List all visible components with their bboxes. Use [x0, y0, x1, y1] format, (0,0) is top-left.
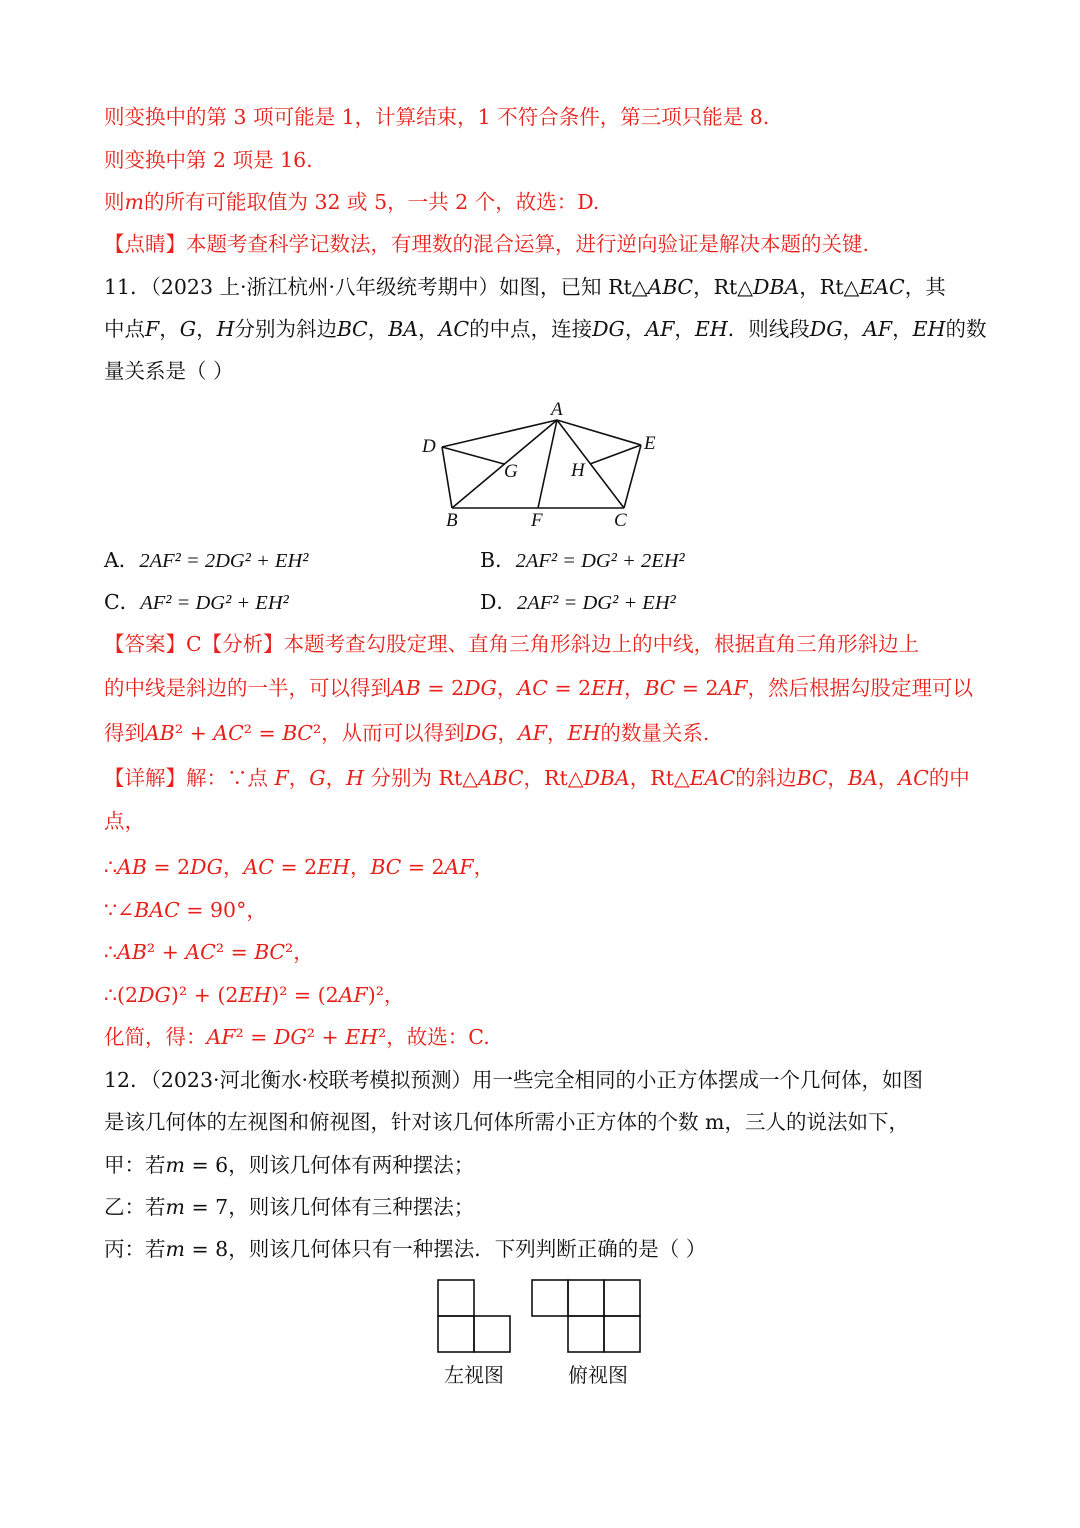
views-figure-12 [430, 1272, 655, 1392]
detail-line-3: ∴𝐴𝐵 = 2𝐷𝐺，𝐴𝐶 = 2𝐸𝐻，𝐵𝐶 = 2𝐴𝐹， [104, 855, 495, 879]
option-d-expr: 2AF² = DG² + EH² [516, 592, 676, 614]
option-d [480, 587, 676, 618]
option-b-expr: 2AF² = DG² + 2EH² [515, 550, 685, 572]
option-a-label: A． [104, 548, 140, 572]
detail-line-1: 【详解】解：∵点 𝐹，𝐺，𝐻 分别为 Rt△𝐴𝐵𝐶，Rt△𝐷𝐵𝐴，Rt△𝐸𝐴𝐶的斜边𝐵𝐶，𝐵𝐴，𝐴𝐶的中 [104, 766, 970, 790]
geometry-figure-11 [400, 395, 690, 535]
label-H: H [571, 460, 585, 481]
segment-AE [557, 420, 641, 445]
segment-EC [624, 445, 641, 508]
option-d-label: D． [480, 590, 517, 614]
left-view-caption: 左视图 [444, 1365, 504, 1387]
question-11-line-3: 量关系是（ ） [104, 359, 234, 383]
top-view-cell-4 [568, 1316, 604, 1352]
question-12-line-5: 丙：若𝑚 = 8，则该几何体只有一种摆法．下列判断正确的是（ ） [104, 1237, 707, 1261]
question-12-line-4: 乙：若𝑚 = 7，则该几何体有三种摆法； [104, 1195, 475, 1219]
label-E: E [644, 433, 656, 454]
label-B: B [446, 510, 458, 531]
left-view-cell-bottom-left [438, 1316, 474, 1352]
top-view-cell-1 [532, 1280, 568, 1316]
label-A: A [551, 399, 563, 420]
label-F: F [531, 510, 543, 531]
top-view-cell-5 [604, 1316, 640, 1352]
top-view-cell-2 [568, 1280, 604, 1316]
segment-EH [590, 445, 641, 464]
solution-line-2: 则变换中第 2 项是 16. [104, 148, 313, 172]
answer-line-2: 的中线是斜边的一半，可以得到𝐴𝐵 = 2𝐷𝐺，𝐴𝐶 = 2𝐸𝐻，𝐵𝐶 = 2𝐴𝐹，然后根据勾股定理可以 [104, 676, 974, 700]
question-12-line-2: 是该几何体的左视图和俯视图，针对该几何体所需小正方体的个数 m，三人的说法如下， [104, 1110, 909, 1134]
detail-line-2: 点， [104, 809, 145, 833]
option-a-expr: 2AF² = 2DG² + EH² [139, 550, 309, 572]
left-view-cell-bottom-right [474, 1316, 510, 1352]
question-12-line-1: 12．（2023·河北衡水·校联考模拟预测）用一些完全相同的小正方体摆成一个几何体，如图 [104, 1068, 924, 1092]
option-c-expr: AF² = DG² + EH² [140, 592, 289, 614]
solution-line-1: 则变换中的第 3 项可能是 1，计算结束，1 不符合条件，第三项只能是 8. [104, 105, 770, 129]
question-12-line-3: 甲：若𝑚 = 6，则该几何体有两种摆法； [104, 1153, 475, 1177]
option-c [104, 587, 289, 618]
solution-line-3: 则𝑚的所有可能取值为 32 或 5，一共 2 个，故选：D. [104, 190, 600, 214]
detail-line-4: ∵∠𝐵𝐴𝐶 = 90°， [104, 898, 267, 922]
detail-line-5: ∴𝐴𝐵² + 𝐴𝐶² = 𝐵𝐶²， [104, 940, 314, 964]
answer-line-1: 【答案】C【分析】本题考查勾股定理、直角三角形斜边上的中线，根据直角三角形斜边上 [104, 632, 920, 656]
answer-line-3: 得到𝐴𝐵² + 𝐴𝐶² = 𝐵𝐶²，从而可以得到𝐷𝐺，𝐴𝐹，𝐸𝐻的数量关系. [104, 721, 710, 745]
detail-line-7: 化简，得：𝐴𝐹² = 𝐷𝐺² + 𝐸𝐻²，故选：C. [104, 1025, 490, 1049]
label-D: D [422, 436, 436, 457]
question-11-line-1: 11．（2023 上·浙江杭州·八年级统考期中）如图，已知 Rt△𝐴𝐵𝐶，Rt△𝐷𝐵𝐴，Rt△𝐸𝐴𝐶，其 [104, 275, 946, 299]
top-view-cell-3 [604, 1280, 640, 1316]
top-view-caption: 俯视图 [568, 1365, 628, 1387]
segment-DG [442, 447, 504, 464]
label-C: C [614, 510, 627, 531]
option-c-label: C． [104, 590, 141, 614]
option-b-label: B． [480, 548, 516, 572]
option-a [104, 545, 308, 576]
segment-DB [442, 447, 452, 508]
detail-line-6: ∴(2𝐷𝐺)² + (2𝐸𝐻)² = (2𝐴𝐹)²， [104, 983, 405, 1007]
left-view-cell-top [438, 1280, 474, 1316]
question-11-line-2: 中点𝐹，𝐺，𝐻分别为斜边𝐵𝐶，𝐵𝐴，𝐴𝐶的中点，连接𝐷𝐺，𝐴𝐹，𝐸𝐻．则线段𝐷𝐺，𝐴𝐹，𝐸𝐻的数 [104, 317, 987, 341]
option-b [480, 545, 685, 576]
comment-line: 【点睛】本题考查科学记数法，有理数的混合运算，进行逆向验证是解决本题的关键. [104, 232, 870, 256]
label-G: G [504, 461, 518, 482]
